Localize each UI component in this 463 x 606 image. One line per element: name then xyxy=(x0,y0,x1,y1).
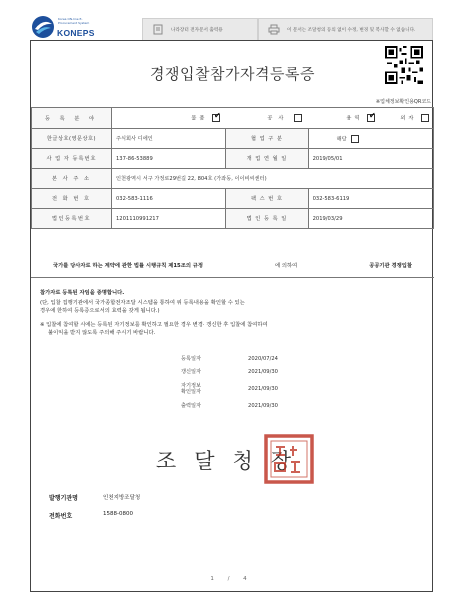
current-page: 1 xyxy=(210,576,220,582)
page-separator: / xyxy=(227,576,236,582)
business-number-value: 137-86-53889 xyxy=(112,149,226,169)
phone-label: 전 화 번 호 xyxy=(32,189,112,209)
koneps-logo-icon xyxy=(30,14,56,40)
self-check-date-label: 자기정보 확인일자 xyxy=(180,383,202,395)
copy-warning-banner xyxy=(258,18,433,40)
agency-value: 인천지방조달청 xyxy=(103,495,141,501)
print-notice-text: 나라장터 전자문서 출력용 xyxy=(171,27,223,33)
document-icon xyxy=(151,23,165,37)
date-row-renewal xyxy=(159,366,319,380)
company-name-row xyxy=(32,129,434,149)
law-statement xyxy=(37,261,432,269)
issuing-agency xyxy=(49,493,140,502)
date-row-registration xyxy=(159,352,319,366)
logo-text: KONEPS xyxy=(57,28,95,38)
section-divider xyxy=(31,277,434,278)
check-icon: ✔ xyxy=(369,111,376,120)
agency-phone-value: 1588-0800 xyxy=(103,511,133,517)
agency-phone xyxy=(49,511,133,520)
law-reference: 국가를 당사자로 하는 계약에 관한 법률 시행규칙 제15조의 규정 xyxy=(53,263,204,269)
note-caution: ※ 입찰에 참여할 시에는 등록된 자기정보를 확인하고 필요한 경우 변경· 갱신한 후 입찰에 참여하여 불이익을 받지 않도록 주의해 주시기 바랍니다. xyxy=(40,322,268,336)
category-option-service: 용역 ✔ xyxy=(346,111,376,122)
address-row xyxy=(32,169,434,189)
construction-checkbox[interactable] xyxy=(294,114,302,122)
phone-value: 032-583-1116 xyxy=(112,189,226,209)
agency-phone-label: 전화번호 xyxy=(49,513,73,520)
date-row-print xyxy=(159,399,319,413)
renewal-date-value: 2021/09/30 xyxy=(248,369,278,376)
business-number-row xyxy=(32,149,434,169)
dates-block xyxy=(159,352,319,413)
company-info-table xyxy=(31,107,434,229)
corp-registration-row xyxy=(32,209,434,229)
opening-date-label: 개 업 연 월 일 xyxy=(226,149,308,169)
print-date-label: 출력일자 xyxy=(180,402,202,409)
check-icon: ✔ xyxy=(214,111,221,120)
category-option-construction: 공사 xyxy=(226,114,308,122)
business-number-label: 사 업 자 등록번호 xyxy=(32,149,112,169)
corp-number-value: 1201110991217 xyxy=(112,209,226,229)
qr-caption: ※업체정보확인용QR코드 xyxy=(375,99,431,105)
company-name-value: 주식회사 디에인 xyxy=(112,129,226,149)
certify-statement: 참가자로 등록된 자임을 증명합니다. xyxy=(40,290,125,296)
opening-date-value: 2019/05/01 xyxy=(308,149,433,169)
goods-checkbox[interactable] xyxy=(212,111,221,122)
cooperation-value: 해당 xyxy=(336,136,347,142)
address-label: 본 사 주 소 xyxy=(32,169,112,189)
foreign-checkbox[interactable] xyxy=(421,114,429,122)
copy-warning-text: 이 문서는 조달청의 등의 없이 수정, 변경 및 복사할 수 없습니다. xyxy=(287,27,416,33)
page-indicator xyxy=(0,576,463,582)
cooperation-checkbox[interactable] xyxy=(351,135,359,143)
official-seal xyxy=(263,433,315,485)
corp-date-label: 법 인 등 록 일 xyxy=(226,209,308,229)
category-label: 등 록 분 야 xyxy=(32,108,112,129)
registration-date-label: 등록일자 xyxy=(180,355,202,362)
category-option-goods: 물품 ✔ xyxy=(191,111,221,122)
service-checkbox[interactable] xyxy=(367,111,376,122)
logo-subtitle: Korea ON-line E-Procurement System xyxy=(58,17,90,25)
issuer-name: 조달청장 xyxy=(155,449,310,473)
self-check-date-value: 2021/09/30 xyxy=(248,386,278,392)
koneps-logo xyxy=(30,14,110,40)
fax-value: 032-583-6119 xyxy=(308,189,433,209)
corp-number-label: 법인등록번호 xyxy=(32,209,112,229)
registration-category-row xyxy=(32,108,434,129)
document-title: 경쟁입찰참가자격등록증 xyxy=(150,65,315,83)
category-option-foreign: 외자 xyxy=(381,114,433,122)
address-value: 인천광역시 서구 가정로29번길 22, 804호 (가좌동, 이이비씨센터) xyxy=(112,169,434,189)
registration-date-value: 2020/07/24 xyxy=(248,355,278,362)
qr-code-icon[interactable] xyxy=(385,46,423,84)
printer-icon xyxy=(267,23,281,37)
print-notice-banner xyxy=(142,18,258,40)
corp-date-value: 2019/03/29 xyxy=(308,209,433,229)
registration-certificate xyxy=(30,40,433,592)
note-validity: (단, 입찰 집행기관에서 국가종합전자조달 시스템을 통하여 위 등록내용을 확인할 수 있는 경우에 한하여 등록증으로서의 효력을 갖게 됩니다.) xyxy=(40,300,245,314)
cooperation-label: 협 업 구 분 xyxy=(226,129,308,149)
bid-type: 공공기관 경쟁입찰 xyxy=(369,263,412,269)
top-banner-area xyxy=(0,0,463,40)
total-pages: 4 xyxy=(243,576,253,582)
phone-row xyxy=(32,189,434,209)
agency-label: 발행기관명 xyxy=(49,495,78,502)
law-connector: 에 의하여 xyxy=(275,263,298,269)
date-row-self-check xyxy=(159,379,319,399)
renewal-date-label: 갱신일자 xyxy=(180,369,202,376)
fax-label: 팩 스 번 호 xyxy=(226,189,308,209)
company-name-label: 한글상호(영문상호) xyxy=(32,129,112,149)
print-date-value: 2021/09/30 xyxy=(248,402,278,409)
